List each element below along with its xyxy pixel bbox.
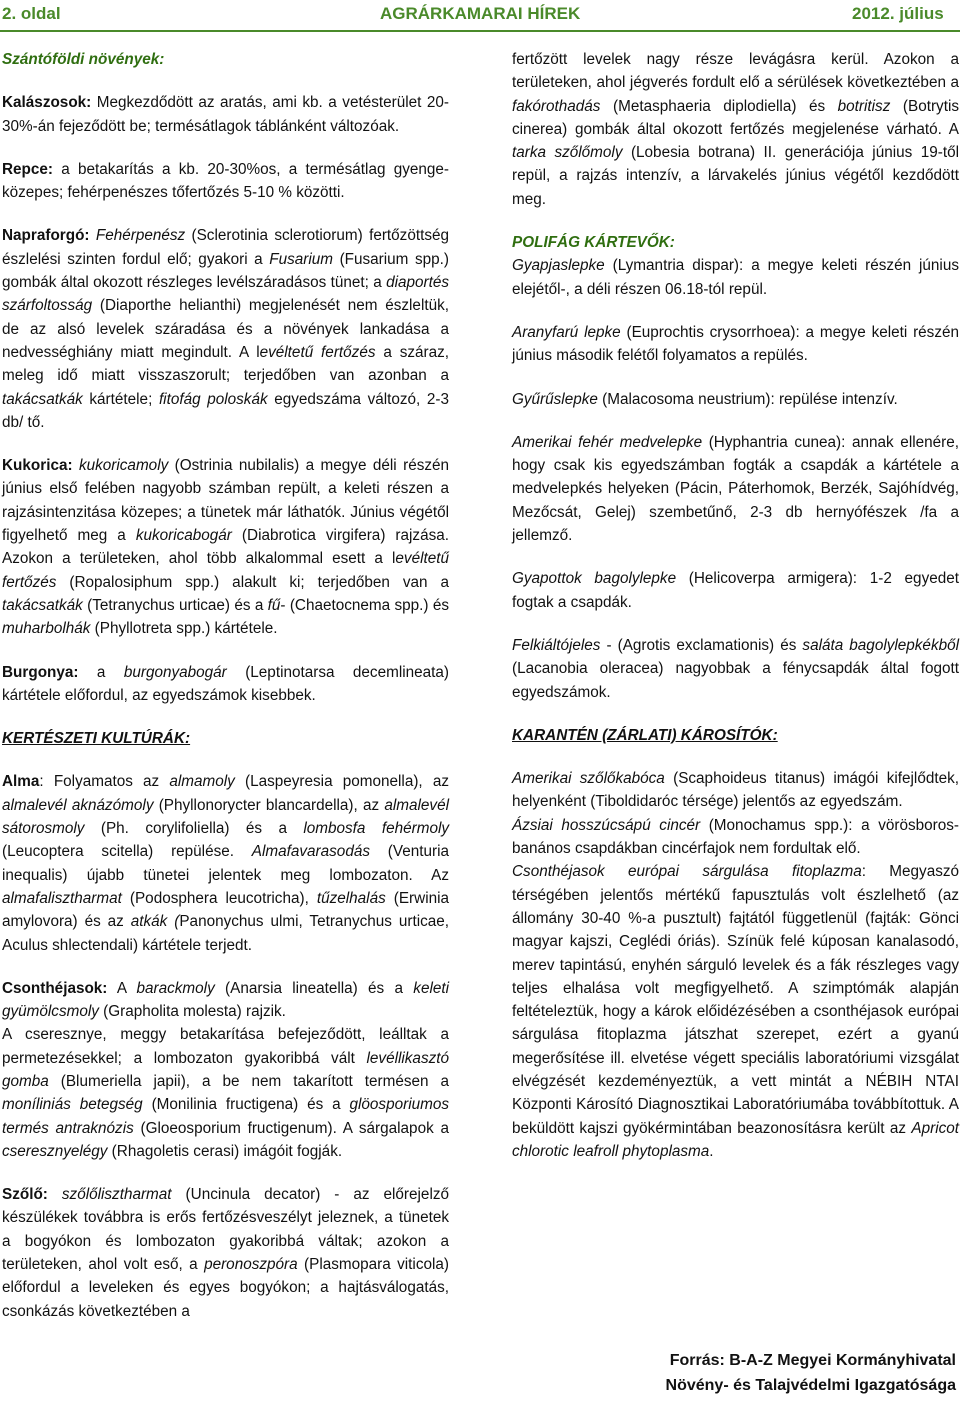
paragraph-lackey-moth: Gyűrűslepke (Malacosoma neustrium): repülése intenzív. [512, 390, 898, 408]
paragraph-brown-tail-moth: Aranyfarú lepke (Euprochtis crysorrhoea): a megye keleti részén június második felétől folyamatos a repülés. [512, 323, 959, 365]
section-title-horticulture: KERTÉSZETI KULTÚRÁK: [2, 730, 191, 748]
paragraph-apple: Alma: Folyamatos az almamoly (Laspeyresia pomonella), az almalevél aknázómoly (Phyllonorycter blancardella), az almalevél sátorosmoly (Ph. corylifoliella) és a lombosfa fehérmoly (Leucoptera scitella) repülése. Almafavarasodás (Venturia inequalis) újabb tünetei jelentek meg lombozaton. Az almafalisztharmat (Podosphera leucotricha), tűzelhalás (Erwinia amylovora) és az atkák (Panonychus ulmi, Tetranychus urticae, Aculus shlectendali) kártétele terjedt. [2, 773, 450, 954]
section-title-polyphagous-pests: POLIFÁG KÁRTEVŐK: [512, 234, 675, 252]
source-line-2: Növény- és Talajvédelmi Igazgatósága [665, 1377, 956, 1394]
paragraph-stone-fruits: Csonthéjasok: A barackmoly (Anarsia lineatella) és a keleti gyümölcsmoly (Grapholita molesta) rajzik. [2, 979, 450, 1021]
page-number: 2. oldal [2, 4, 61, 23]
paragraph-cherry: A cseresznye, meggy betakarítása befejeződött, leálltak a permetezésekkel; a lombozaton gyakoribbá vált levéllikasztó gomba (Blumeriella japii), a be nem takarított termésen a moníliniás betegség (Monilinia fructigena) és a glöosporiumos termés antraknózis (Gloeosporium fructigenum). A sárgalapok a cseresznyelégy (Rhagoletis cerasi) imágóit fogják. [2, 1026, 449, 1160]
source-line-1: Forrás: B-A-Z Megyei Kormányhivatal [669, 1352, 956, 1369]
paragraph-gypsy-moth: Gyapjaslepke (Lymantria dispar): a megye keleti részén június elejétől-, a déli részen 06.18-tól repül. [512, 257, 959, 298]
issue-date: 2012. július [852, 4, 944, 23]
header-rule [0, 30, 960, 32]
source-credit [600, 1348, 956, 1398]
paragraph-cereals: Kalászosok: Megkezdődött az aratás, ami kb. a vetésterület 20-30%-án fejeződött be; termésátlagok táblánként változóak. [2, 94, 449, 135]
paragraph-leafhopper: Amerikai szőlőkabóca (Scaphoideus titanus) imágói kifejlődtek, helyenként (Tiboldidaróc térsége) jelentős az egyedszám. [512, 770, 959, 811]
paragraph-heart-and-dart: Felkiáltójeles - (Agrotis exclamationis) és saláta bagolylepkékből (Lacanobia oleracea) nagyobbak a fénycsapdák által fogott egyedszámok. [512, 636, 960, 701]
publication-title: AGRÁRKAMARAI HÍREK [380, 4, 581, 23]
paragraph-cotton-bollworm: Gyapottok bagolylepke (Helicoverpa armigera): 1-2 egyedet fogtak a csapdák. [512, 570, 959, 611]
paragraph-rapeseed: Repce: a betakarítás a kb. 20-30%os, a termésátlag gyenge-közepes; fehérpenészes tőfertőzés 5-10 % közötti. [2, 160, 449, 202]
right-column [512, 48, 959, 1163]
left-column [2, 48, 449, 1323]
section-title-quarantine-pests: KARANTÉN (ZÁRLATI) KÁROSÍTÓK: [512, 726, 778, 744]
paragraph-sunflower: Napraforgó: Fehérpenész (Sclerotinia sclerotiorum) fertőzöttség észlelési szinten fordul elő; gyakori a Fusarium (Fusarium spp.) gombák által okozott részleges levélszáradásos tünet; a diaportés szárfoltosság (Diaporthe helianthi) megjelenését nem észleltük, de az alsó levelek száradása és a növények lankadása a nedvességhiány miatt megindult. A levéltetű fertőzés a száraz, meleg idő miatt visszaszorult; terjedőben van azonban a takácsatkák kártétele; fitofág poloskák egyedszáma változó, 2-3 db/ tő. [2, 227, 450, 431]
paragraph-phytoplasma: Csonthéjasok európai sárgulása fitoplazma: Megyaszó térségében jelentős mértékű fapusztulás volt észlelhető (az állomány 30-40 %-a pusztult) fajtától függetlenül (fajták: Gönci magyar kajszi, Ceglédi óriás). Színük felé kúposan kanalasodó, merev tapintású, enyhén sárguló levelek és a fák részleges vagy teljes elhalása volt megfigyelhető. A szimptómák alapján feltételeztük, hogy a károk előidézésében a csonthéjasok európai sárgulása fitoplazma játszhat szerepet, ezért a gyanú megerősítése ill. elvetése végett speciális laboratóriumi vizsgálat elvégzését kezdeményeztük, a vett mintát a NÉBIH NTAI Központi Károsító Diagnosztikai Laboratóriumába továbbítottuk. A beküldött kajszi gyökérmintában beazonosításra került az Apricot chlorotic leafroll phytoplasma. [512, 863, 960, 1160]
paragraph-fall-webworm: Amerikai fehér medvelepke (Hyphantria cunea): annak ellenére, hogy csak kis egyedszámban fogták a csapdák a kártétele a medvelepkés helyeken (Pácin, Páterhomok, Berzék, Sajóhídvég, Mezőcsát, Gelej) szembetűnő, 2-3 db hernyófészek /fa a jellemző. [512, 433, 959, 545]
page-header [0, 0, 960, 30]
paragraph-grape: Szőlő: szőlőlisztharmat (Uncinula decator) - az előrejelző készülékek továbbra is erős fertőzésveszélyt jeleznek, a tünetek a bogyókon és lombozaton gyakoribbá váltak; azokon a területeken, ahol volt eső, a peronoszpóra (Plasmopara viticola) előfordul a leveleken és egyes bogyókon; a hajtásválogatás, csonkázás következtében a [2, 1186, 449, 1320]
section-title-field-crops: Szántóföldi növények: [2, 51, 165, 68]
paragraph-grape-continued: fertőzött levelek nagy része levágásra kerül. Azokon a területeken, ahol jégverés fordult elő a sérülések következtében a fakórothadás (Metasphaeria diplodiella) és botritisz (Botrytis cinerea) gombák által okozott fertőzés megjelenése várható. A tarka szőlőmoly (Lobesia botrana) II. generációja június 19-től repül, a rajzás intenzív, a lárvakelés június végétől kezdődött meg. [512, 51, 959, 208]
paragraph-longhorn-beetle: Ázsiai hosszúcsápú cincér (Monochamus spp.): a vörösboros-banános csapdákban cincérfajok nem fordultak elő. [512, 816, 959, 858]
paragraph-potato: Burgonya: a burgonyabogár (Leptinotarsa decemlineata) kártétele előfordul, az egyedszámok kisebbek. [2, 663, 449, 704]
paragraph-maize: Kukorica: kukoricamoly (Ostrinia nubilalis) a megye déli részén június első felében nagyobb számban repült, a keleti részen a rajzásintenzitása közepes; a tünetek már láthatók. Június végétől figyelhető meg a kukoricabogár (Diabrotica virgifera) rajzása. Azokon a területeken, ahol több alkalommal esett a levéltetű fertőzés (Ropalosiphum spp.) alakult ki; terjedőben van a takácsatkák (Tetranychus urticae) és a fű- (Chaetocnema spp.) és muharbolhák (Phyllotreta spp.) kártétele. [2, 457, 450, 638]
